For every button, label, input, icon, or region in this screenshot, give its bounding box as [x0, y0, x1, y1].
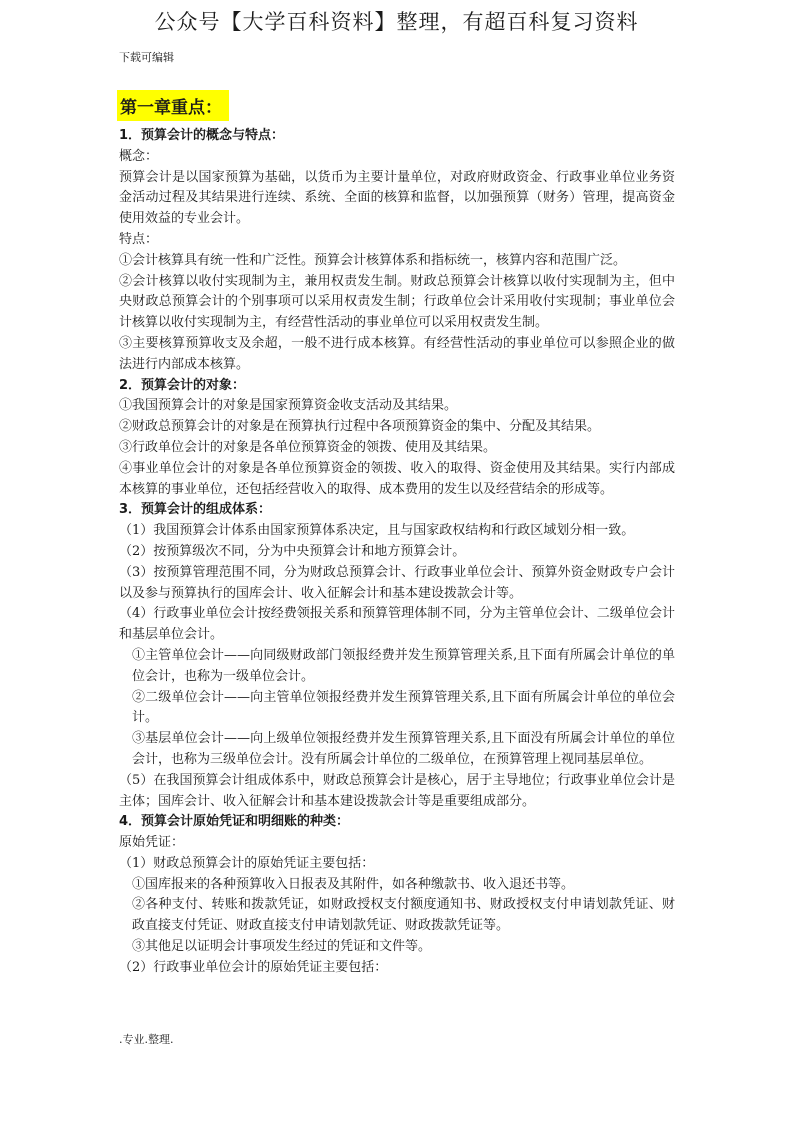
paragraph: ②财政总预算会计的对象是在预算执行过程中各项预算资金的集中、分配及其结果。 — [119, 419, 601, 435]
paragraph: ③基层单位会计——向上级单位领报经费并发生预算管理关系,且下面没有所属会计单位的单位会计，也称为三级单位会计。没有所属会计单位的二级单位，在预算管理上视同基层单位。 — [132, 731, 675, 767]
paragraph: ②二级单位会计——向主管单位领报经费并发生预算管理关系,且下面有所属会计单位的单位会计。 — [132, 689, 675, 726]
paragraph: ①会计核算具有统一性和广泛性。预算会计核算体系和指标统一，核算内容和范围广泛。 — [119, 252, 627, 268]
chapter-title: 第一章重点： — [117, 90, 229, 121]
paragraph: （4）行政事业单位会计按经费领报关系和预算管理体制不同，分为主管单位会计、二级单位会计和基层单位会计。 — [119, 606, 675, 643]
paragraph: 概念： — [119, 148, 159, 164]
document-body — [119, 126, 675, 979]
paragraph: （2）按预算级次不同，分为中央预算会计和地方预算会计。 — [119, 543, 466, 559]
page-footer: .专业.整理. — [119, 1033, 174, 1046]
paragraph: 原始凭证： — [119, 835, 185, 851]
paragraph: 预算会计是以国家预算为基础，以货币为主要计量单位，对政府财政资金、行政事业单位业务资金活动过程及其结果进行连续、系统、全面的核算和监督，以加强预算（财务）管理，提高资金使用效益的专业会计。 — [119, 169, 675, 227]
page-subtitle: 下载可编辑 — [119, 51, 174, 64]
paragraph: ①主管单位会计——向同级财政部门领报经费并发生预算管理关系,且下面有所属会计单位的单位会计，也称为一级单位会计。 — [132, 647, 675, 684]
paragraph: （2）行政事业单位会计的原始凭证主要包括： — [119, 959, 388, 975]
paragraph: ③主要核算预算收支及余超，一般不进行成本核算。有经营性活动的事业单位可以参照企业的做法进行内部成本核算。 — [119, 335, 675, 372]
paragraph: ②会计核算以收付实现制为主，兼用权责发生制。财政总预算会计核算以收付实现制为主，但中央财政总预算会计的个别事项可以采用权责发生制；行政单位会计采用收付实现制；事业单位会计核算以收付实现制为主，有经营性活动的事业单位可以采用权责发生制。 — [119, 273, 675, 331]
paragraph: ④事业单位会计的对象是各单位预算资金的领拨、收入的取得、资金使用及其结果。实行内部成本核算的事业单位，还包括经营收入的取得、成本费用的发生以及经营结余的形成等。 — [119, 460, 675, 497]
paragraph: 1．预算会计的概念与特点： — [119, 128, 285, 143]
paragraph: 4．预算会计原始凭证和明细账的种类： — [119, 814, 350, 830]
paragraph: （5）在我国预算会计组成体系中，财政总预算会计是核心，居于主导地位；行政事业单位会计是主体；国库会计、收入征解会计和基本建设拨款会计等是重要组成部分。 — [119, 772, 675, 809]
page-banner: 公众号【大学百科资料】整理，有超百科复习资料 — [154, 10, 639, 34]
paragraph: 3．预算会计的组成体系： — [119, 502, 272, 518]
paragraph: ②各种支付、转账和拨款凭证，如财政授权支付额度通知书、财政授权支付申请划款凭证、财政直接支付凭证、财政直接支付申请划款凭证、财政拨款凭证等。 — [132, 897, 675, 934]
paragraph: ③其他足以证明会计事项发生经过的凭证和文件等。 — [132, 939, 432, 955]
paragraph: 2．预算会计的对象： — [119, 377, 246, 393]
paragraph: （1）我国预算会计体系由国家预算体系决定，且与国家政权结构和行政区域划分相一致。 — [119, 523, 635, 539]
paragraph: ③行政单位会计的对象是各单位预算资金的领拨、使用及其结果。 — [119, 439, 497, 455]
paragraph: ①国库报来的各种预算收入日报表及其附件，如各种缴款书、收入退还书等。 — [132, 876, 575, 892]
paragraph: ①我国预算会计的对象是国家预算资金收支活动及其结果。 — [119, 398, 458, 414]
paragraph: 特点： — [119, 231, 159, 247]
paragraph: （3）按预算管理范围不同，分为财政总预算会计、行政事业单位会计、预算外资金财政专户会计以及参与预算执行的国库会计、收入征解会计和基本建设拨款会计等。 — [119, 564, 675, 601]
paragraph: （1）财政总预算会计的原始凭证主要包括： — [119, 855, 375, 871]
